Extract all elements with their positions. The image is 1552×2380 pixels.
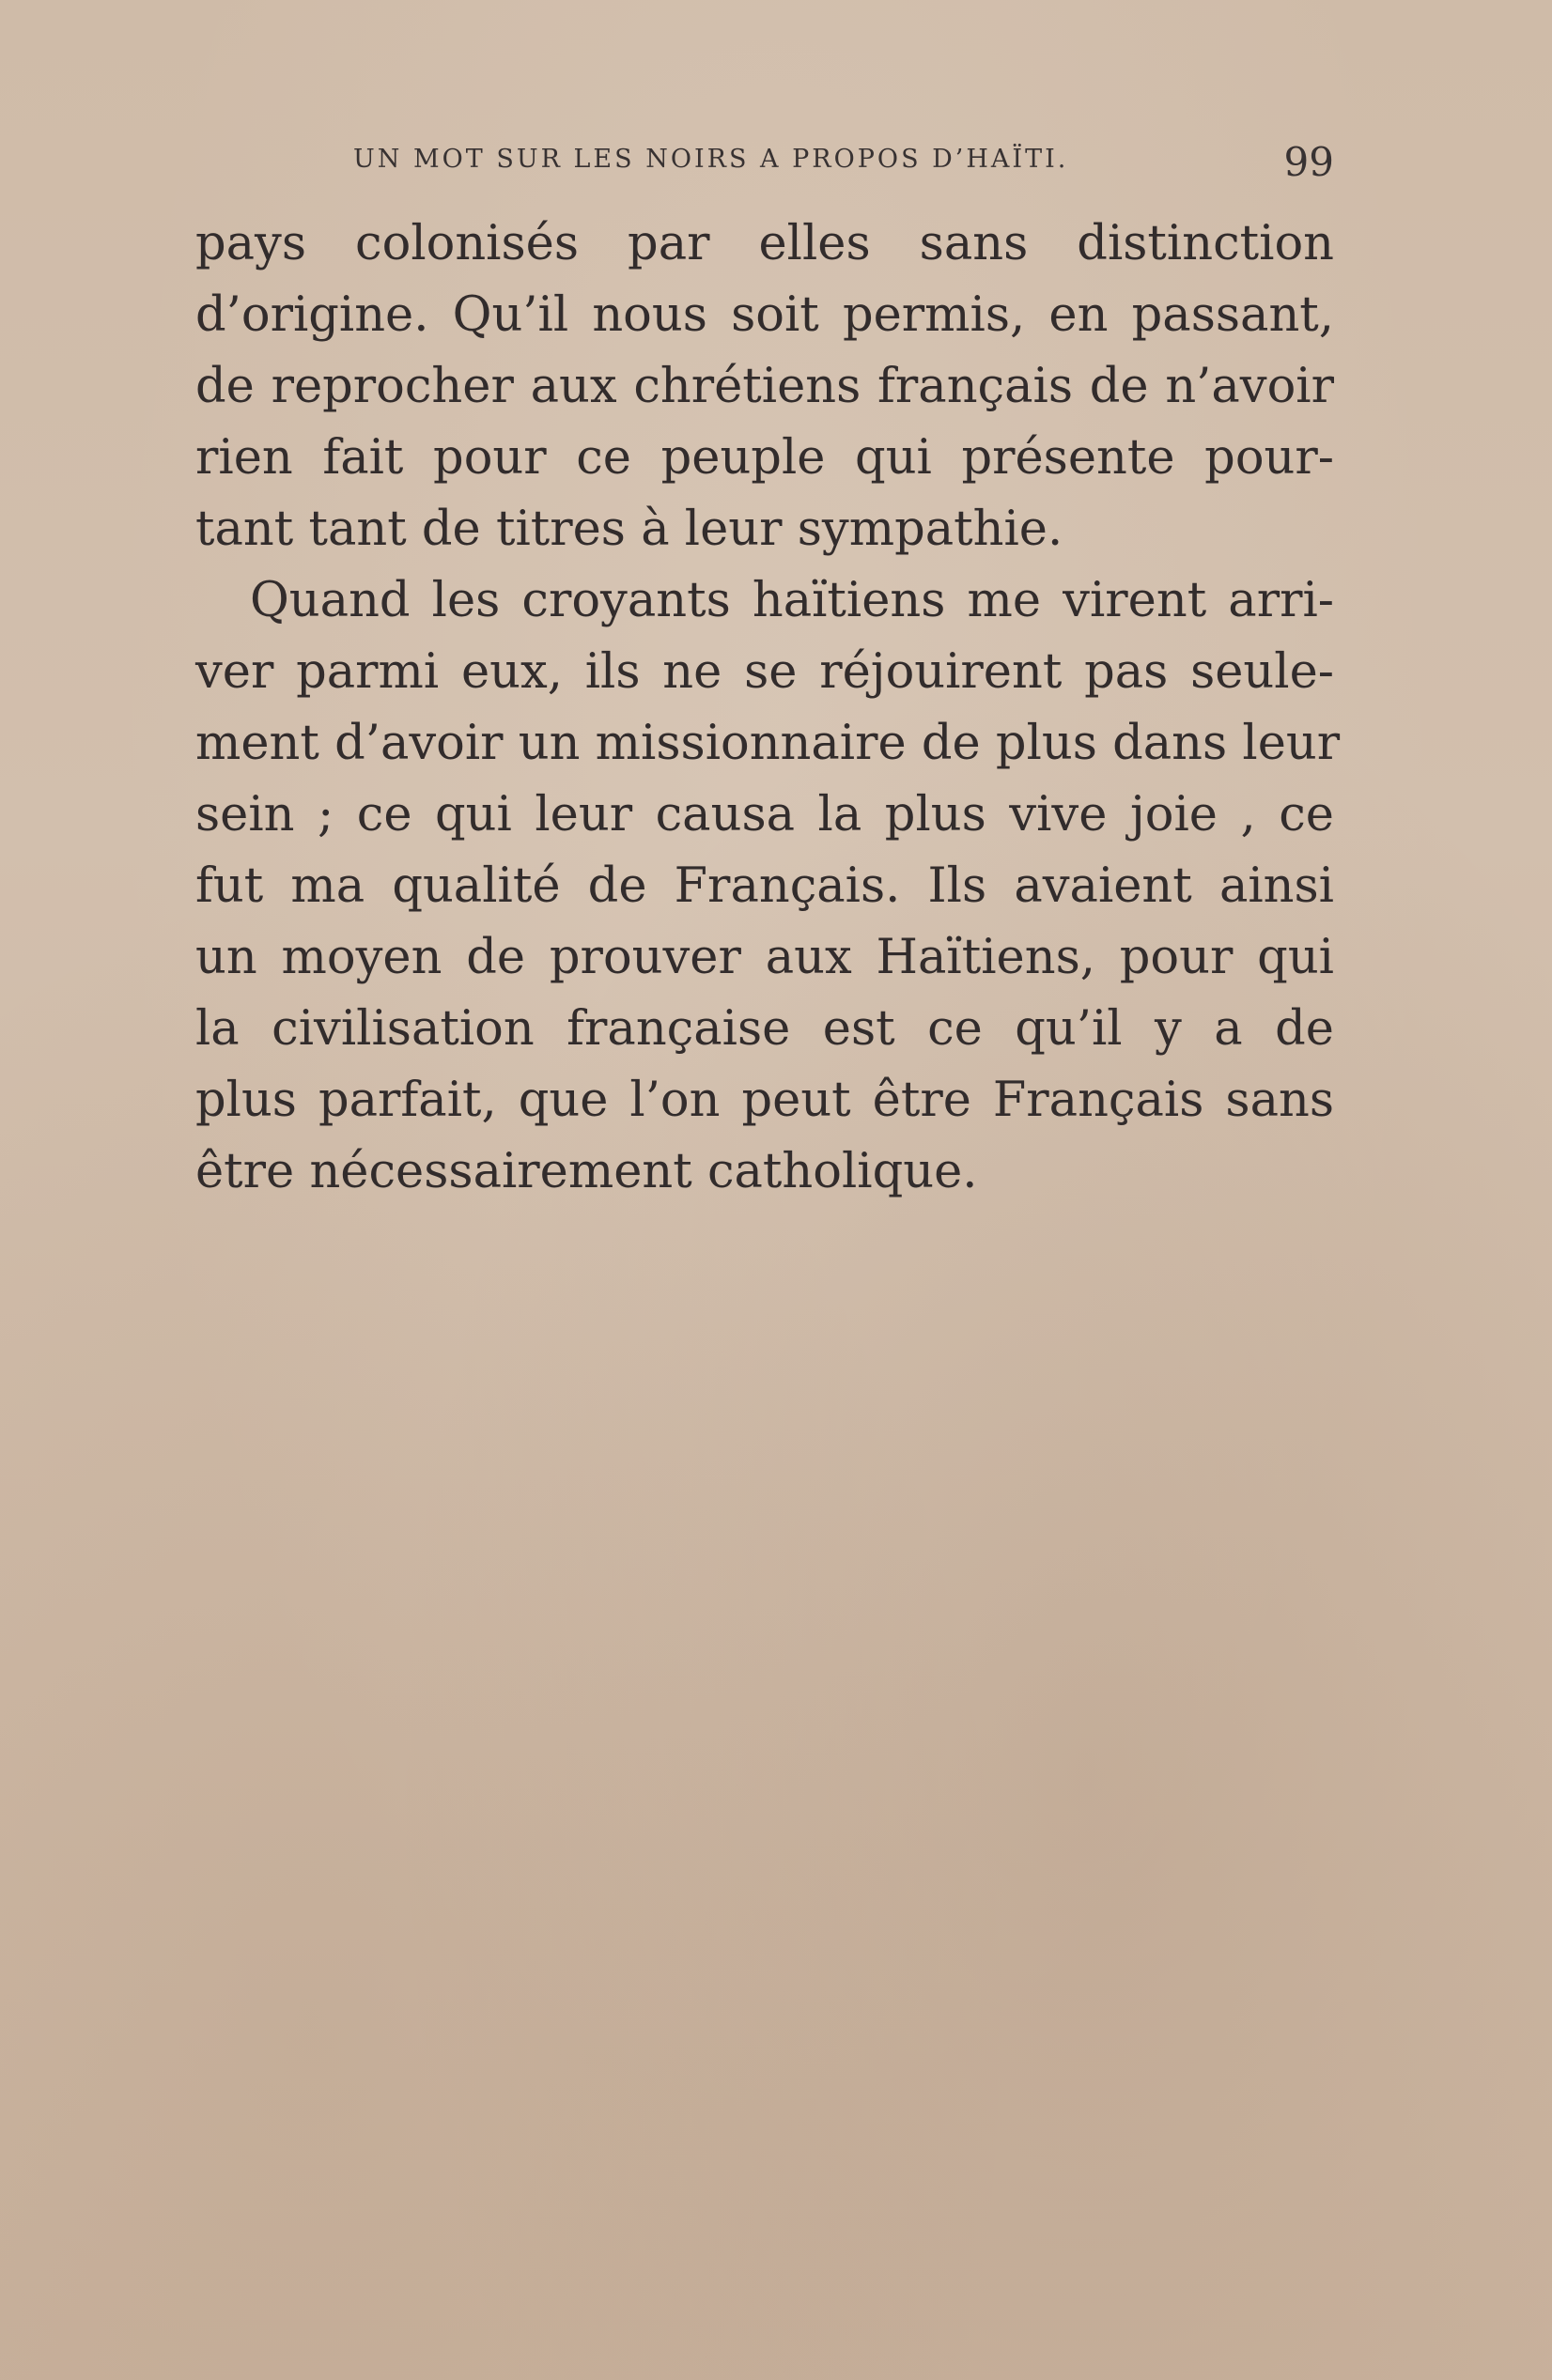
- text-line: un moyen de prouver aux Haïtiens, pour qui: [195, 930, 1334, 985]
- text-line: sein ; ce qui leur causa la plus vive joie , ce: [195, 787, 1334, 842]
- running-title: UN MOT SUR LES NOIRS A PROPOS D’HAÏTI.: [353, 145, 1069, 174]
- text-line: d’origine. Qu’il nous soit permis, en passant,: [195, 287, 1334, 343]
- text-line: plus parfait, que l’on peut être Français sans: [195, 1073, 1334, 1128]
- text-line: pays colonisés par elles sans distinction: [195, 216, 1334, 271]
- text-line: de reprocher aux chrétiens français de n’avoir: [195, 359, 1334, 414]
- page-number: 99: [1283, 139, 1334, 185]
- body-text: [195, 209, 1341, 1208]
- text-line: fut ma qualité de Français. Ils avaient ainsi: [195, 858, 1334, 914]
- text-line: rien fait pour ce peuple qui présente pour-: [195, 430, 1334, 486]
- text-line: être nécessairement catholique.: [195, 1144, 978, 1199]
- paragraph-2: [195, 565, 1341, 1208]
- text-line: ment d’avoir un missionnaire de plus dans leur: [195, 716, 1341, 771]
- text-line: Quand les croyants haïtiens me virent arri-: [250, 573, 1334, 628]
- text-line: ver parmi eux, ils ne se réjouirent pas seule-: [195, 644, 1334, 700]
- text-line: la civilisation française est ce qu’il y a de: [195, 1001, 1334, 1057]
- paragraph-1: [195, 209, 1334, 565]
- text-line: tant tant de titres à leur sympathie.: [195, 502, 1063, 557]
- running-head: [195, 139, 1334, 192]
